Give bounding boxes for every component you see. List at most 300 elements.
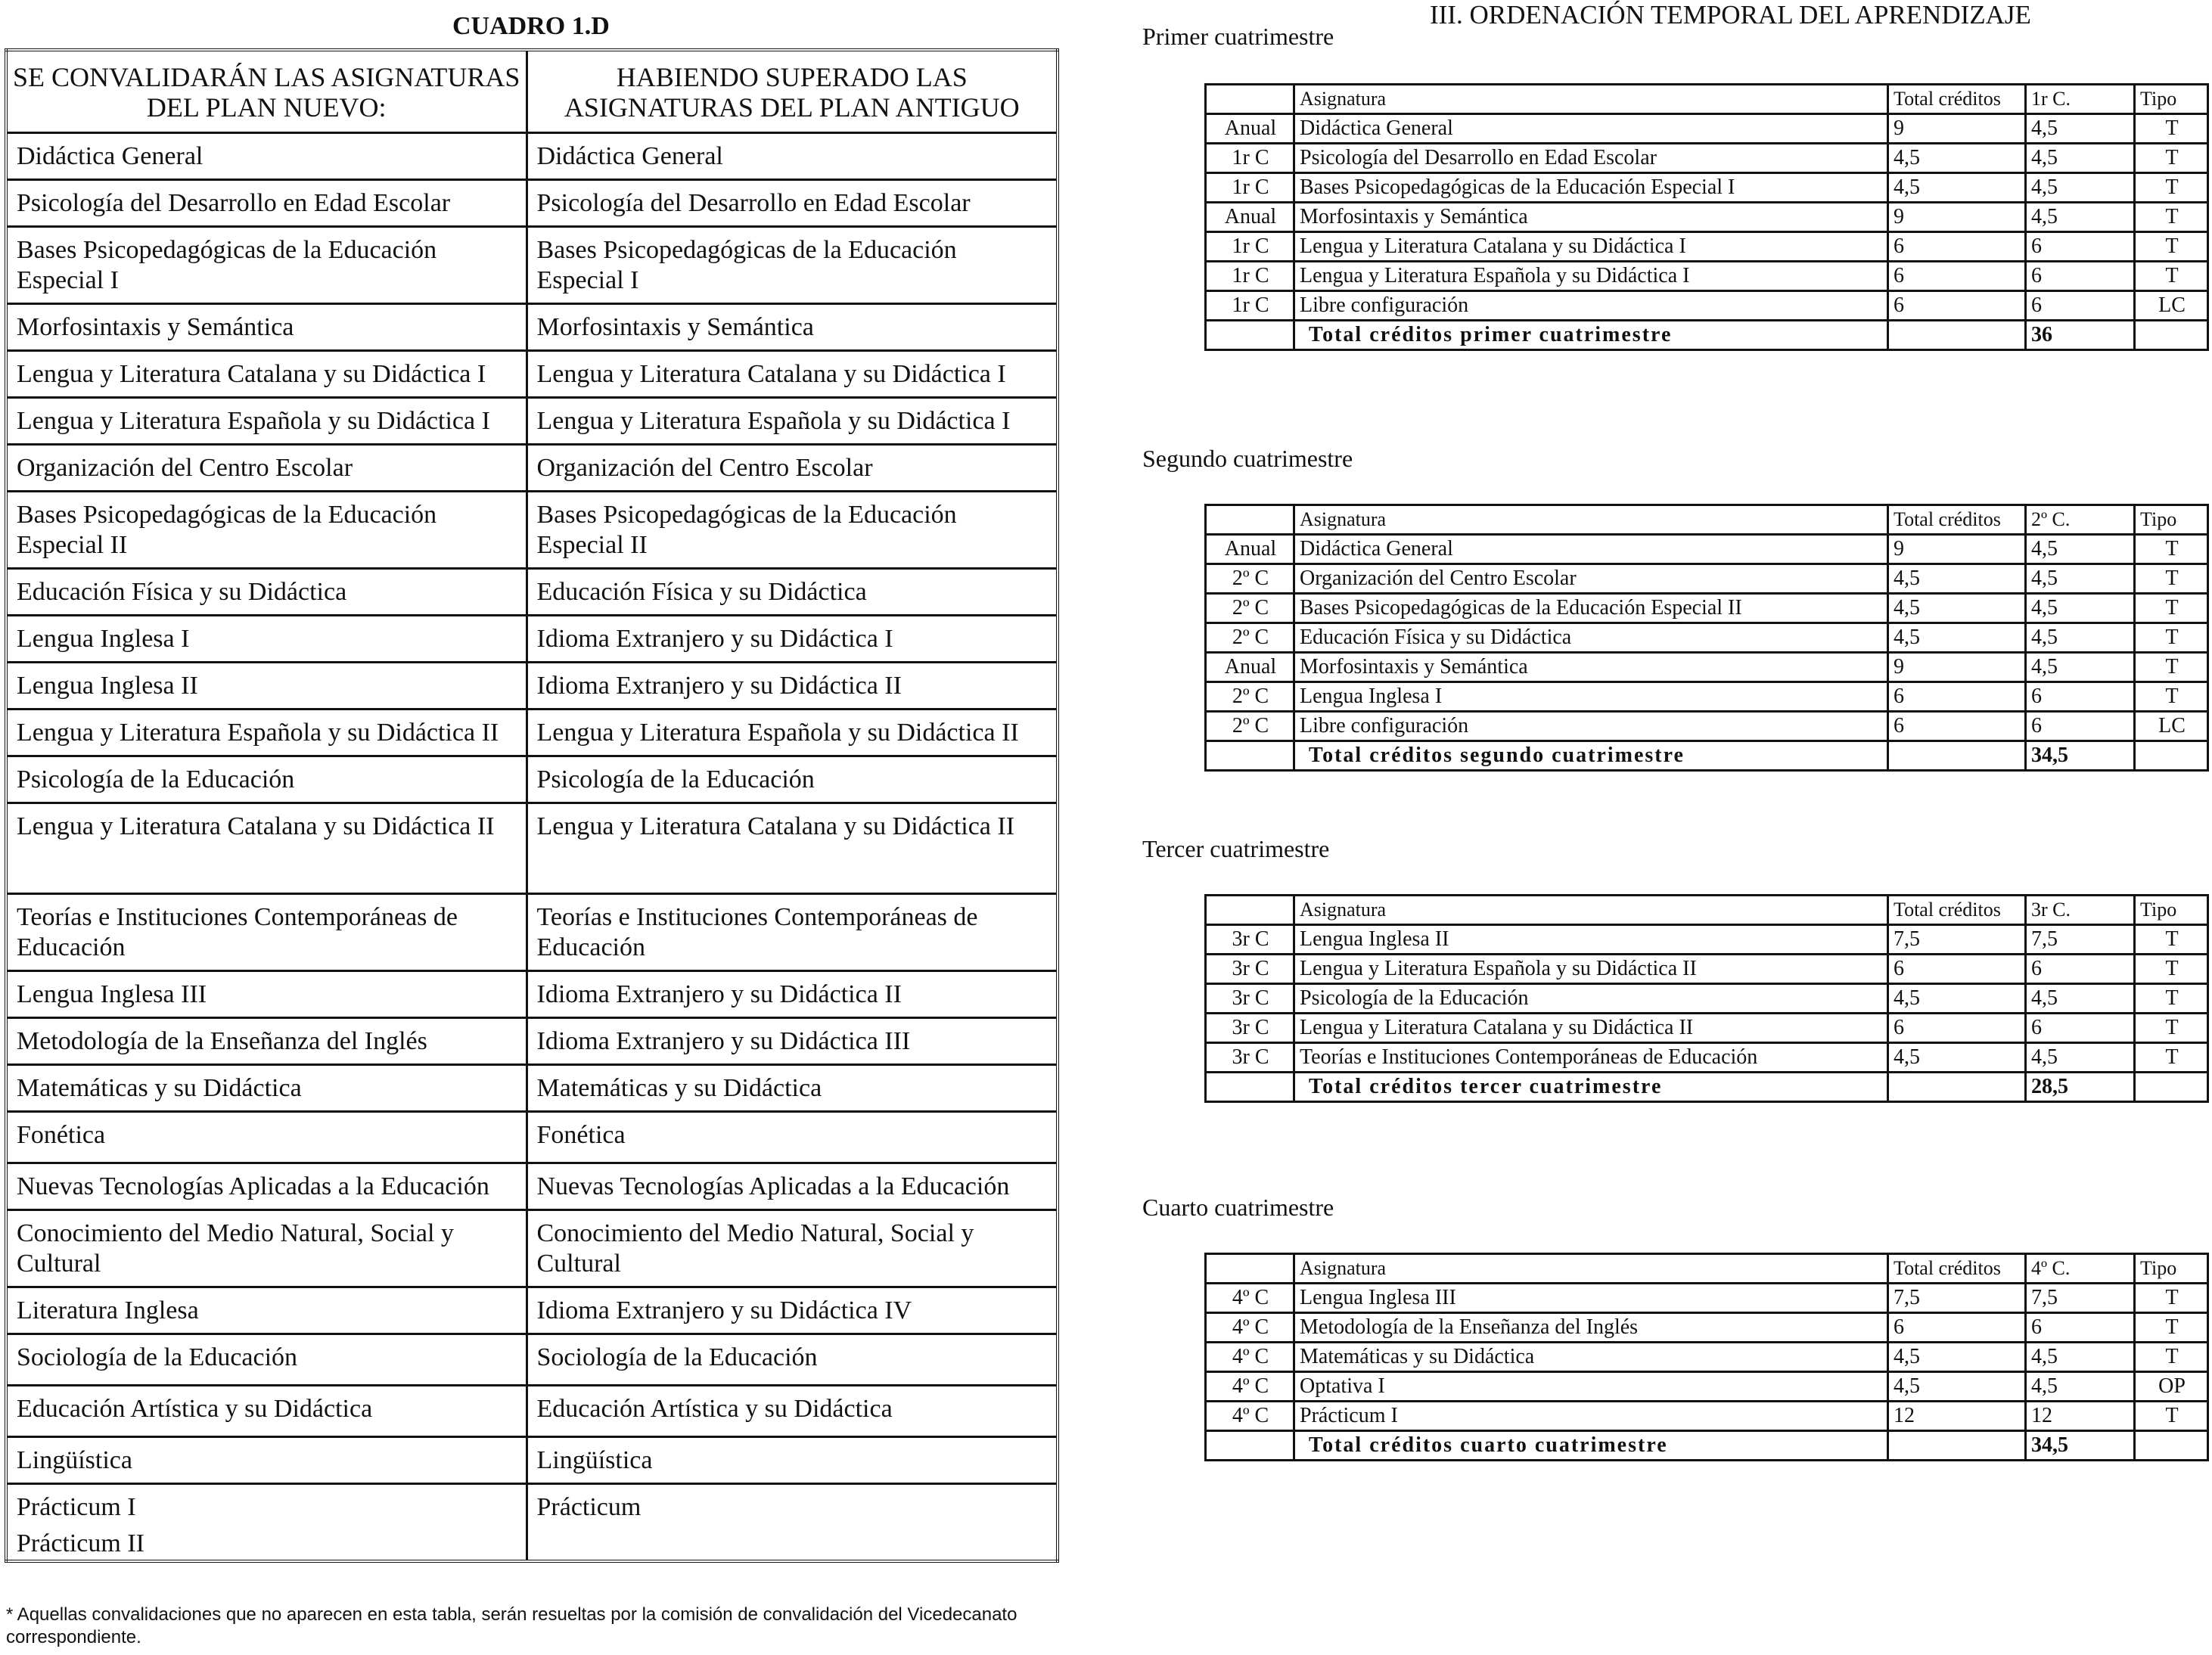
- cell-semester-credits: 4,5: [2026, 623, 2135, 653]
- semester-row: [1206, 173, 2208, 203]
- old-plan-subject: Idioma Extranjero y su Didáctica IV: [527, 1287, 1058, 1334]
- header-type: Tipo: [2135, 896, 2208, 925]
- semester-total-row: [1206, 1431, 2208, 1461]
- convalidation-row: [6, 971, 1058, 1018]
- new-plan-subject: [6, 1287, 527, 1334]
- header-semester-credits: 1r C.: [2026, 85, 2135, 114]
- cell-total-credits: 4,5: [1888, 984, 2026, 1014]
- convalidation-row: [6, 1484, 1058, 1561]
- cell-semester-credits: 4,5: [2026, 203, 2135, 232]
- cell-total-credits: 6: [1888, 955, 2026, 984]
- cell-period: 4º C: [1206, 1284, 1294, 1313]
- header-old-plan: HABIENDO SUPERADO LAS ASIGNATURAS DEL PLAN ANTIGUO: [527, 50, 1058, 133]
- convalidation-row: [6, 1210, 1058, 1287]
- new-plan-subject-text: Morfosintaxis y Semántica: [17, 313, 294, 341]
- semester-total-row: [1206, 1073, 2208, 1102]
- old-plan-subject: Lengua y Literatura Catalana y su Didáctica II: [527, 803, 1058, 894]
- cell-type: T: [2135, 623, 2208, 653]
- cell-period: 1r C: [1206, 173, 1294, 203]
- cell-subject: Bases Psicopedagógicas de la Educación Especial I: [1294, 173, 1888, 203]
- cell-semester-credits: 7,5: [2026, 1284, 2135, 1313]
- cell-period: 4º C: [1206, 1313, 1294, 1343]
- semester-row: [1206, 291, 2208, 321]
- new-plan-subject-text-2: Prácticum II: [17, 1529, 144, 1557]
- cell-type: LC: [2135, 291, 2208, 321]
- new-plan-subject-text: Conocimiento del Medio Natural, Social y Cultural: [17, 1219, 454, 1278]
- old-plan-subject: Educación Física y su Didáctica: [527, 569, 1058, 616]
- semester-row: [1206, 144, 2208, 173]
- cell-total-credits: 9: [1888, 535, 2026, 564]
- semester-row: [1206, 1402, 2208, 1431]
- old-plan-subject: Morfosintaxis y Semántica: [527, 304, 1058, 351]
- header-period: [1206, 85, 1294, 114]
- cell-empty: [1888, 321, 2026, 350]
- convalidation-header-row: [6, 50, 1058, 133]
- cell-empty: [1206, 1431, 1294, 1461]
- cell-type: T: [2135, 955, 2208, 984]
- cell-semester-credits: 4,5: [2026, 173, 2135, 203]
- new-plan-subject-text: Lengua y Literatura Catalana y su Didáctica II: [17, 812, 495, 840]
- cell-subject: Lengua Inglesa II: [1294, 925, 1888, 955]
- total-label: Total créditos tercer cuatrimestre: [1294, 1073, 1888, 1102]
- semester-row: [1206, 262, 2208, 291]
- cell-total-credits: 4,5: [1888, 564, 2026, 594]
- cell-subject: Libre configuración: [1294, 712, 1888, 741]
- cell-semester-credits: 4,5: [2026, 535, 2135, 564]
- cell-subject: Lengua Inglesa III: [1294, 1284, 1888, 1313]
- cell-subject: Morfosintaxis y Semántica: [1294, 203, 1888, 232]
- cell-semester-credits: 4,5: [2026, 1343, 2135, 1372]
- total-label: Total créditos primer cuatrimestre: [1294, 321, 1888, 350]
- cell-total-credits: 4,5: [1888, 623, 2026, 653]
- semester-row: [1206, 1343, 2208, 1372]
- cell-semester-credits: 6: [2026, 955, 2135, 984]
- old-plan-subject: Bases Psicopedagógicas de la Educación Especial II: [527, 492, 1058, 569]
- cell-semester-credits: 6: [2026, 291, 2135, 321]
- new-plan-subject-text: Literatura Inglesa: [17, 1296, 199, 1324]
- semester-row: [1206, 682, 2208, 712]
- cell-total-credits: 6: [1888, 1014, 2026, 1043]
- cell-total-credits: 9: [1888, 114, 2026, 144]
- semester-row: [1206, 955, 2208, 984]
- cell-total-credits: 12: [1888, 1402, 2026, 1431]
- cell-total-credits: 6: [1888, 262, 2026, 291]
- semester-total-row: [1206, 321, 2208, 350]
- cell-total-credits: 6: [1888, 291, 2026, 321]
- old-plan-subject: Psicología de la Educación: [527, 756, 1058, 803]
- cell-subject: Teorías e Instituciones Contemporáneas de Educación: [1294, 1043, 1888, 1073]
- cell-total-credits: 6: [1888, 682, 2026, 712]
- semester-label: Segundo cuatrimestre: [1142, 445, 1353, 472]
- cell-type: LC: [2135, 712, 2208, 741]
- cell-subject: Educación Física y su Didáctica: [1294, 623, 1888, 653]
- new-plan-subject: [6, 445, 527, 492]
- cell-period: 1r C: [1206, 291, 1294, 321]
- new-plan-subject-text: Teorías e Instituciones Contemporáneas de Educación: [17, 903, 458, 961]
- old-plan-subject: Conocimiento del Medio Natural, Social y Cultural: [527, 1210, 1058, 1287]
- cell-total-credits: 4,5: [1888, 1043, 2026, 1073]
- section-title: III. ORDENACIÓN TEMPORAL DEL APRENDIZAJE: [1430, 0, 2031, 29]
- cell-period: 2º C: [1206, 594, 1294, 623]
- new-plan-subject-text: Matemáticas y su Didáctica: [17, 1074, 302, 1102]
- new-plan-subject-text: Bases Psicopedagógicas de la Educación Especial I: [17, 236, 437, 294]
- new-plan-subject: [6, 663, 527, 710]
- old-plan-subject: Organización del Centro Escolar: [527, 445, 1058, 492]
- convalidation-row: [6, 569, 1058, 616]
- new-plan-subject: [6, 803, 527, 894]
- semester-table: [1204, 894, 2209, 1103]
- new-plan-subject: [6, 710, 527, 756]
- cell-semester-credits: 6: [2026, 262, 2135, 291]
- semester-row: [1206, 1284, 2208, 1313]
- cell-subject: Optativa I: [1294, 1372, 1888, 1402]
- new-plan-subject-text: Lengua Inglesa II: [17, 672, 198, 700]
- convalidation-row: [6, 133, 1058, 180]
- new-plan-subject-text: Fonética: [17, 1121, 106, 1149]
- cell-subject: Lengua y Literatura Española y su Didáctica I: [1294, 262, 1888, 291]
- cell-type: T: [2135, 173, 2208, 203]
- cell-semester-credits: 4,5: [2026, 564, 2135, 594]
- cell-subject: Organización del Centro Escolar: [1294, 564, 1888, 594]
- cell-empty: [1206, 321, 1294, 350]
- cell-type: T: [2135, 984, 2208, 1014]
- cell-semester-credits: 4,5: [2026, 1372, 2135, 1402]
- semester-row: [1206, 1043, 2208, 1073]
- new-plan-subject-text: Bases Psicopedagógicas de la Educación Especial II: [17, 501, 437, 559]
- semester-label: Primer cuatrimestre: [1142, 23, 1334, 50]
- header-type: Tipo: [2135, 1254, 2208, 1284]
- cell-type: OP: [2135, 1372, 2208, 1402]
- new-plan-subject: [6, 1334, 527, 1386]
- cell-period: 1r C: [1206, 232, 1294, 262]
- cell-empty: [1888, 741, 2026, 771]
- convalidation-row: [6, 398, 1058, 445]
- old-plan-subject: Psicología del Desarrollo en Edad Escolar: [527, 180, 1058, 227]
- cell-type: T: [2135, 232, 2208, 262]
- semester-row: [1206, 232, 2208, 262]
- total-value: 28,5: [2026, 1073, 2135, 1102]
- convalidation-row: [6, 1386, 1058, 1437]
- convalidation-row: [6, 710, 1058, 756]
- old-plan-subject: Sociología de la Educación: [527, 1334, 1058, 1386]
- cell-type: T: [2135, 925, 2208, 955]
- new-plan-subject-text: Psicología de la Educación: [17, 765, 295, 793]
- cell-type: T: [2135, 653, 2208, 682]
- semester-row: [1206, 984, 2208, 1014]
- cell-semester-credits: 4,5: [2026, 984, 2135, 1014]
- new-plan-subject-text: Educación Artística y su Didáctica: [17, 1395, 373, 1423]
- convalidation-body: [6, 133, 1058, 1561]
- cell-type: T: [2135, 203, 2208, 232]
- cell-semester-credits: 6: [2026, 1014, 2135, 1043]
- cell-empty: [1206, 741, 1294, 771]
- cell-type: T: [2135, 144, 2208, 173]
- cell-period: Anual: [1206, 535, 1294, 564]
- header-type: Tipo: [2135, 85, 2208, 114]
- cell-semester-credits: 6: [2026, 712, 2135, 741]
- cell-subject: Matemáticas y su Didáctica: [1294, 1343, 1888, 1372]
- new-plan-subject: [6, 616, 527, 663]
- cell-type: T: [2135, 1343, 2208, 1372]
- convalidation-row: [6, 445, 1058, 492]
- cell-semester-credits: 12: [2026, 1402, 2135, 1431]
- semester-table: [1204, 504, 2209, 772]
- new-plan-subject-text: Didáctica General: [17, 142, 203, 170]
- convalidation-row: [6, 1437, 1058, 1484]
- total-value: 34,5: [2026, 741, 2135, 771]
- new-plan-subject: [6, 1112, 527, 1163]
- new-plan-subject: [6, 1437, 527, 1484]
- new-plan-subject-text: Lingüística: [17, 1446, 132, 1474]
- semester-row: [1206, 114, 2208, 144]
- cell-semester-credits: 4,5: [2026, 653, 2135, 682]
- old-plan-subject: Idioma Extranjero y su Didáctica I: [527, 616, 1058, 663]
- convalidation-row: [6, 756, 1058, 803]
- cell-empty: [2135, 741, 2208, 771]
- cell-total-credits: 4,5: [1888, 144, 2026, 173]
- footnote: * Aquellas convalidaciones que no aparecen en esta tabla, serán resueltas por la comisión de convalidación del Vicedecanato correspondiente.: [6, 1604, 1017, 1647]
- cell-subject: Didáctica General: [1294, 535, 1888, 564]
- semester-row: [1206, 1372, 2208, 1402]
- new-plan-subject: [6, 492, 527, 569]
- semester-header-row: [1206, 896, 2208, 925]
- semester-total-row: [1206, 741, 2208, 771]
- header-total-credits: Total créditos: [1888, 85, 2026, 114]
- convalidation-row: [6, 227, 1058, 304]
- cell-semester-credits: 6: [2026, 1313, 2135, 1343]
- new-plan-subject-text: Lengua y Literatura Española y su Didáctica II: [17, 719, 499, 747]
- header-period: [1206, 505, 1294, 535]
- convalidation-row: [6, 351, 1058, 398]
- cell-semester-credits: 4,5: [2026, 1043, 2135, 1073]
- new-plan-subject: [6, 1163, 527, 1210]
- header-semester-credits: 2º C.: [2026, 505, 2135, 535]
- semester-row: [1206, 564, 2208, 594]
- cell-period: 3r C: [1206, 1043, 1294, 1073]
- cell-semester-credits: 6: [2026, 682, 2135, 712]
- cell-type: T: [2135, 594, 2208, 623]
- new-plan-subject-text: Prácticum I: [17, 1493, 136, 1521]
- cell-type: T: [2135, 1402, 2208, 1431]
- cell-empty: [2135, 321, 2208, 350]
- header-total-credits: Total créditos: [1888, 505, 2026, 535]
- new-plan-subject: [6, 1018, 527, 1065]
- convalidation-row: [6, 616, 1058, 663]
- old-plan-subject: Fonética: [527, 1112, 1058, 1163]
- new-plan-subject-text: Sociología de la Educación: [17, 1343, 298, 1371]
- cell-period: 4º C: [1206, 1402, 1294, 1431]
- old-plan-subject: Teorías e Instituciones Contemporáneas de Educación: [527, 894, 1058, 971]
- old-plan-subject: Lengua y Literatura Española y su Didáctica II: [527, 710, 1058, 756]
- header-subject: Asignatura: [1294, 896, 1888, 925]
- new-plan-subject-text: Psicología del Desarrollo en Edad Escolar: [17, 189, 451, 217]
- cell-period: 4º C: [1206, 1343, 1294, 1372]
- cell-period: Anual: [1206, 114, 1294, 144]
- cell-period: 3r C: [1206, 925, 1294, 955]
- semester-row: [1206, 1313, 2208, 1343]
- convalidation-row: [6, 180, 1058, 227]
- new-plan-subject-text: Nuevas Tecnologías Aplicadas a la Educación: [17, 1172, 489, 1200]
- new-plan-subject: [6, 1210, 527, 1287]
- cell-period: 2º C: [1206, 682, 1294, 712]
- convalidation-row: [6, 1065, 1058, 1112]
- header-total-credits: Total créditos: [1888, 1254, 2026, 1284]
- cell-subject: Lengua y Literatura Catalana y su Didáctica II: [1294, 1014, 1888, 1043]
- cuadro-title: CUADRO 1.D: [452, 12, 610, 40]
- new-plan-subject: [6, 227, 527, 304]
- old-plan-subject: Lingüística: [527, 1437, 1058, 1484]
- cell-subject: Morfosintaxis y Semántica: [1294, 653, 1888, 682]
- total-value: 34,5: [2026, 1431, 2135, 1461]
- cell-period: 3r C: [1206, 955, 1294, 984]
- cell-total-credits: 6: [1888, 232, 2026, 262]
- new-plan-subject: [6, 569, 527, 616]
- cell-period: 1r C: [1206, 144, 1294, 173]
- old-plan-subject: Idioma Extranjero y su Didáctica II: [527, 663, 1058, 710]
- old-plan-subject: Nuevas Tecnologías Aplicadas a la Educación: [527, 1163, 1058, 1210]
- semester-row: [1206, 653, 2208, 682]
- cell-total-credits: 6: [1888, 1313, 2026, 1343]
- convalidation-row: [6, 803, 1058, 894]
- convalidation-row: [6, 1018, 1058, 1065]
- cell-empty: [1888, 1073, 2026, 1102]
- cell-subject: Lengua Inglesa I: [1294, 682, 1888, 712]
- new-plan-subject: [6, 1484, 527, 1561]
- cell-subject: Bases Psicopedagógicas de la Educación Especial II: [1294, 594, 1888, 623]
- total-value: 36: [2026, 321, 2135, 350]
- semester-row: [1206, 712, 2208, 741]
- old-plan-subject: Matemáticas y su Didáctica: [527, 1065, 1058, 1112]
- cell-semester-credits: 6: [2026, 232, 2135, 262]
- header-type: Tipo: [2135, 505, 2208, 535]
- old-plan-subject: Educación Artística y su Didáctica: [527, 1386, 1058, 1437]
- cell-empty: [1888, 1431, 2026, 1461]
- cell-empty: [1206, 1073, 1294, 1102]
- cell-total-credits: 4,5: [1888, 594, 2026, 623]
- old-plan-subject: Lengua y Literatura Española y su Didáctica I: [527, 398, 1058, 445]
- cell-type: T: [2135, 1014, 2208, 1043]
- new-plan-subject-text: Lengua Inglesa III: [17, 980, 207, 1008]
- semester-label: Cuarto cuatrimestre: [1142, 1194, 1334, 1221]
- cell-period: 3r C: [1206, 984, 1294, 1014]
- cell-empty: [2135, 1431, 2208, 1461]
- cell-total-credits: 7,5: [1888, 925, 2026, 955]
- total-label: Total créditos segundo cuatrimestre: [1294, 741, 1888, 771]
- cell-total-credits: 9: [1888, 653, 2026, 682]
- cell-period: 2º C: [1206, 623, 1294, 653]
- cell-total-credits: 4,5: [1888, 1343, 2026, 1372]
- total-label: Total créditos cuarto cuatrimestre: [1294, 1431, 1888, 1461]
- cell-subject: Lengua y Literatura Española y su Didáctica II: [1294, 955, 1888, 984]
- semester-row: [1206, 1014, 2208, 1043]
- cell-subject: Lengua y Literatura Catalana y su Didáctica I: [1294, 232, 1888, 262]
- new-plan-subject-text: Lengua y Literatura Catalana y su Didáctica I: [17, 360, 486, 388]
- convalidation-row: [6, 1287, 1058, 1334]
- semester-header-row: [1206, 1254, 2208, 1284]
- convalidation-row: [6, 1163, 1058, 1210]
- cell-type: T: [2135, 262, 2208, 291]
- semester-row: [1206, 623, 2208, 653]
- header-subject: Asignatura: [1294, 85, 1888, 114]
- cell-semester-credits: 4,5: [2026, 594, 2135, 623]
- cell-subject: Didáctica General: [1294, 114, 1888, 144]
- cell-semester-credits: 4,5: [2026, 144, 2135, 173]
- convalidation-row: [6, 1334, 1058, 1386]
- cell-subject: Psicología de la Educación: [1294, 984, 1888, 1014]
- header-new-plan: SE CONVALIDARÁN LAS ASIGNATURAS DEL PLAN NUEVO:: [6, 50, 527, 133]
- new-plan-subject: [6, 351, 527, 398]
- cell-total-credits: 9: [1888, 203, 2026, 232]
- header-subject: Asignatura: [1294, 505, 1888, 535]
- new-plan-subject: [6, 180, 527, 227]
- cell-period: 2º C: [1206, 712, 1294, 741]
- new-plan-subject: [6, 133, 527, 180]
- header-period: [1206, 1254, 1294, 1284]
- semester-header-row: [1206, 85, 2208, 114]
- old-plan-subject: Bases Psicopedagógicas de la Educación Especial I: [527, 227, 1058, 304]
- cell-subject: Libre configuración: [1294, 291, 1888, 321]
- cell-period: Anual: [1206, 203, 1294, 232]
- semester-label: Tercer cuatrimestre: [1142, 835, 1330, 862]
- semester-row: [1206, 925, 2208, 955]
- convalidation-row: [6, 304, 1058, 351]
- new-plan-subject-text: Metodología de la Enseñanza del Inglés: [17, 1027, 427, 1055]
- cell-semester-credits: 7,5: [2026, 925, 2135, 955]
- old-plan-subject: Didáctica General: [527, 133, 1058, 180]
- new-plan-subject-text: Lengua Inglesa I: [17, 625, 190, 653]
- convalidation-row: [6, 894, 1058, 971]
- new-plan-subject: [6, 398, 527, 445]
- cell-empty: [2135, 1073, 2208, 1102]
- old-plan-subject: Prácticum: [527, 1484, 1058, 1561]
- cell-total-credits: 4,5: [1888, 173, 2026, 203]
- old-plan-subject: Idioma Extranjero y su Didáctica II: [527, 971, 1058, 1018]
- new-plan-subject: [6, 894, 527, 971]
- new-plan-subject-text: Lengua y Literatura Española y su Didáctica I: [17, 407, 490, 435]
- header-semester-credits: 3r C.: [2026, 896, 2135, 925]
- header-total-credits: Total créditos: [1888, 896, 2026, 925]
- new-plan-subject-text: Organización del Centro Escolar: [17, 454, 353, 482]
- cell-subject: Psicología del Desarrollo en Edad Escolar: [1294, 144, 1888, 173]
- cell-type: T: [2135, 1313, 2208, 1343]
- cell-subject: Prácticum I: [1294, 1402, 1888, 1431]
- cell-period: 1r C: [1206, 262, 1294, 291]
- cell-subject: Metodología de la Enseñanza del Inglés: [1294, 1313, 1888, 1343]
- semester-row: [1206, 535, 2208, 564]
- cell-type: T: [2135, 1284, 2208, 1313]
- convalidation-row: [6, 1112, 1058, 1163]
- convalidation-row: [6, 663, 1058, 710]
- new-plan-subject: [6, 1065, 527, 1112]
- cell-period: 2º C: [1206, 564, 1294, 594]
- cell-total-credits: 6: [1888, 712, 2026, 741]
- header-period: [1206, 896, 1294, 925]
- convalidation-row: [6, 492, 1058, 569]
- semester-table: [1204, 83, 2209, 351]
- new-plan-subject-text: Educación Física y su Didáctica: [17, 578, 347, 606]
- convalidation-table: [5, 48, 1059, 1563]
- header-subject: Asignatura: [1294, 1254, 1888, 1284]
- new-plan-subject: [6, 304, 527, 351]
- cell-semester-credits: 4,5: [2026, 114, 2135, 144]
- new-plan-subject: [6, 971, 527, 1018]
- new-plan-subject: [6, 756, 527, 803]
- cell-total-credits: 7,5: [1888, 1284, 2026, 1313]
- semester-table: [1204, 1253, 2209, 1461]
- cell-type: T: [2135, 564, 2208, 594]
- cell-period: 4º C: [1206, 1372, 1294, 1402]
- semester-row: [1206, 594, 2208, 623]
